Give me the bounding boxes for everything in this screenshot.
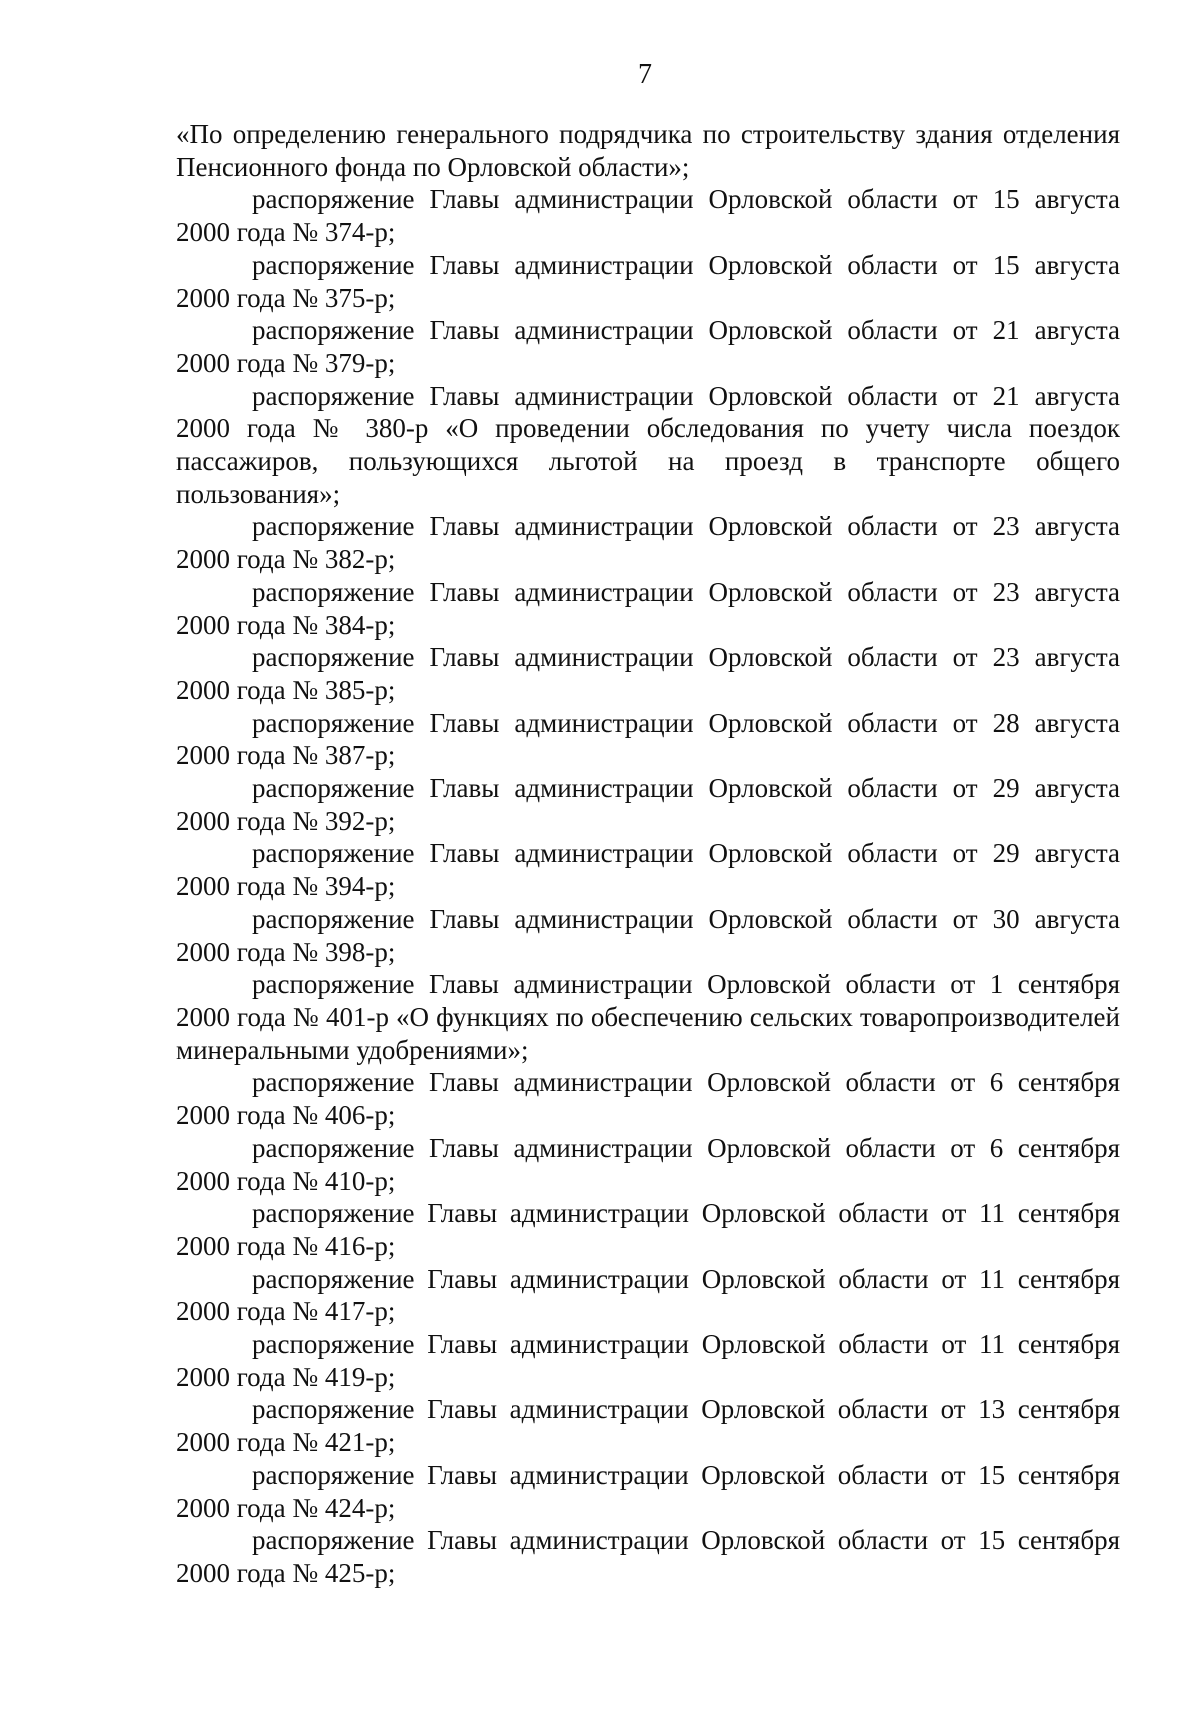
paragraph: распоряжение Главы администрации Орловской области от 15 августа 2000 года № 375-р;: [176, 249, 1120, 313]
paragraph: распоряжение Главы администрации Орловской области от 21 августа 2000 года № 379-р;: [176, 315, 1120, 378]
paragraph: распоряжение Главы администрации Орловской области от 13 сентября 2000 года № 421-р;: [176, 1394, 1120, 1458]
paragraph: распоряжение Главы администрации Орловской области от 29 августа 2000 года № 394-р;: [176, 838, 1120, 902]
page-number: 7: [638, 59, 652, 90]
paragraph: распоряжение Главы администрации Орловской области от 15 августа 2000 года № 374-р;: [176, 184, 1120, 248]
paragraph: распоряжение Главы администрации Орловской области от 6 сентября 2000 года № 410-р;: [176, 1132, 1120, 1196]
paragraph: распоряжение Главы администрации Орловской области от 15 сентября 2000 года № 425-р;: [176, 1525, 1120, 1588]
paragraph: распоряжение Главы администрации Орловской области от 11 сентября 2000 года № 419-р;: [176, 1329, 1120, 1392]
paragraph: распоряжение Главы администрации Орловской области от 11 сентября 2000 года № 416-р;: [176, 1198, 1120, 1261]
paragraph: распоряжение Главы администрации Орловской области от 15 сентября 2000 года № 424-р;: [176, 1459, 1120, 1523]
paragraph: «По определению генерального подрядчика по строительству здания отделения Пенсионного фонда по Орловской области»;: [176, 119, 1120, 182]
paragraph: распоряжение Главы администрации Орловской области от 28 августа 2000 года № 387-р;: [176, 707, 1120, 771]
paragraph: распоряжение Главы администрации Орловской области от 23 августа 2000 года № 384-р;: [176, 576, 1120, 640]
paragraph: распоряжение Главы администрации Орловской области от 21 августа 2000 года № 380-р «О проведении обследования по учету числа поездок пассажиров, пользующихся льготой на проезд в транспорте общего пользования»;: [176, 380, 1120, 509]
paragraph: распоряжение Главы администрации Орловской области от 23 августа 2000 года № 382-р;: [176, 511, 1120, 575]
paragraph: распоряжение Главы администрации Орловской области от 1 сентября 2000 года № 401-р «О функциях по обеспечению сельских товаропроизводителей минеральными удобрениями»;: [176, 969, 1120, 1065]
paragraph: распоряжение Главы администрации Орловской области от 30 августа 2000 года № 398-р;: [176, 903, 1120, 967]
document-body: [176, 118, 1120, 1590]
paragraph: распоряжение Главы администрации Орловской области от 23 августа 2000 года № 385-р;: [176, 642, 1120, 705]
paragraph: распоряжение Главы администрации Орловской области от 11 сентября 2000 года № 417-р;: [176, 1263, 1120, 1327]
paragraph: распоряжение Главы администрации Орловской области от 29 августа 2000 года № 392-р;: [176, 773, 1120, 836]
paragraph: распоряжение Главы администрации Орловской области от 6 сентября 2000 года № 406-р;: [176, 1067, 1120, 1131]
